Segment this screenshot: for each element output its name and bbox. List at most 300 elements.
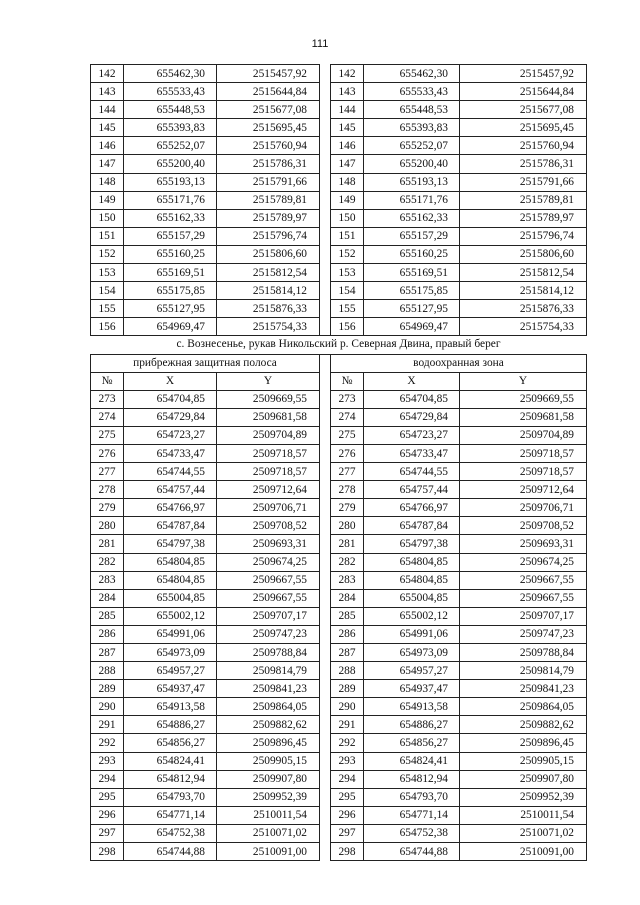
point-number-left: 295: [91, 788, 124, 806]
x-coordinate-left: 655127,95: [124, 300, 217, 318]
y-coordinate-right: 2509747,23: [460, 625, 587, 643]
point-number-left: 298: [91, 843, 124, 861]
section-title-left: с. Вознесенье, рукав Никольский: [176, 338, 340, 351]
column-gap: [320, 318, 331, 336]
section-header: [91, 336, 587, 390]
y-coordinate-right: 2509952,39: [460, 788, 587, 806]
y-coordinate-right: 2515786,31: [460, 155, 587, 173]
y-coordinate-left: 2509708,52: [217, 517, 320, 535]
y-coordinate-left: 2509788,84: [217, 644, 320, 662]
point-number-right: 297: [331, 824, 364, 842]
point-number-left: 273: [91, 390, 124, 408]
y-coordinate-left: 2509667,55: [217, 571, 320, 589]
x-coordinate-right: 654744,88: [364, 843, 460, 861]
x-coordinate-right: 654969,47: [364, 318, 460, 336]
y-coordinate-left: 2515754,33: [217, 318, 320, 336]
col-header-x-left: X: [124, 372, 217, 390]
x-coordinate-left: 655169,51: [124, 264, 217, 282]
y-coordinate-right: 2509667,55: [460, 571, 587, 589]
x-coordinate-right: 654957,27: [364, 662, 460, 680]
point-number-right: 294: [331, 770, 364, 788]
x-coordinate-right: 654804,85: [364, 553, 460, 571]
column-gap: [320, 553, 331, 571]
x-coordinate-right: 654744,55: [364, 463, 460, 481]
point-number-left: 296: [91, 806, 124, 824]
x-coordinate-right: 654729,84: [364, 408, 460, 426]
x-coordinate-left: 654804,85: [124, 553, 217, 571]
point-number-left: 285: [91, 607, 124, 625]
y-coordinate-left: 2509907,80: [217, 770, 320, 788]
point-number-left: 294: [91, 770, 124, 788]
y-coordinate-left: 2515789,81: [217, 191, 320, 209]
point-number-left: 153: [91, 264, 124, 282]
x-coordinate-left: 654824,41: [124, 752, 217, 770]
y-coordinate-left: 2515760,94: [217, 137, 320, 155]
x-coordinate-left: 654771,14: [124, 806, 217, 824]
x-coordinate-right: 655462,30: [364, 65, 460, 83]
y-coordinate-left: 2509706,71: [217, 499, 320, 517]
point-number-right: 145: [331, 119, 364, 137]
point-number-left: 154: [91, 282, 124, 300]
y-coordinate-left: 2509952,39: [217, 788, 320, 806]
block1-body: [91, 65, 587, 336]
column-gap: [320, 354, 331, 372]
point-number-left: 155: [91, 300, 124, 318]
point-number-right: 281: [331, 535, 364, 553]
column-gap: [320, 245, 331, 263]
x-coordinate-left: 655200,40: [124, 155, 217, 173]
x-coordinate-right: 654991,06: [364, 625, 460, 643]
point-number-left: 156: [91, 318, 124, 336]
x-coordinate-right: 655002,12: [364, 607, 460, 625]
y-coordinate-left: 2515677,08: [217, 101, 320, 119]
x-coordinate-left: 655175,85: [124, 282, 217, 300]
x-coordinate-left: 654937,47: [124, 680, 217, 698]
y-coordinate-right: 2509788,84: [460, 644, 587, 662]
table-row: [91, 318, 587, 336]
point-number-right: 150: [331, 209, 364, 227]
x-coordinate-left: 654957,27: [124, 662, 217, 680]
y-coordinate-right: 2509718,57: [460, 463, 587, 481]
x-coordinate-left: 655162,33: [124, 209, 217, 227]
y-coordinate-right: 2515760,94: [460, 137, 587, 155]
point-number-right: 143: [331, 83, 364, 101]
point-number-right: 153: [331, 264, 364, 282]
column-gap: [320, 499, 331, 517]
point-number-left: 274: [91, 408, 124, 426]
y-coordinate-left: 2509718,57: [217, 444, 320, 462]
x-coordinate-left: 655393,83: [124, 119, 217, 137]
point-number-left: 293: [91, 752, 124, 770]
table-row: [91, 843, 587, 861]
point-number-left: 143: [91, 83, 124, 101]
x-coordinate-right: 654733,47: [364, 444, 460, 462]
section-title-cell: [91, 336, 587, 354]
point-number-right: 289: [331, 680, 364, 698]
y-coordinate-left: 2509747,23: [217, 625, 320, 643]
table-row: [91, 264, 587, 282]
x-coordinate-right: 654824,41: [364, 752, 460, 770]
x-coordinate-left: 654793,70: [124, 788, 217, 806]
point-number-left: 275: [91, 426, 124, 444]
x-coordinate-right: 654793,70: [364, 788, 460, 806]
col-header-x-right: X: [364, 372, 460, 390]
y-coordinate-left: 2509707,17: [217, 607, 320, 625]
y-coordinate-right: 2509674,25: [460, 553, 587, 571]
y-coordinate-left: 2515796,74: [217, 227, 320, 245]
table-row: [91, 698, 587, 716]
x-coordinate-right: 655169,51: [364, 264, 460, 282]
y-coordinate-right: 2509706,71: [460, 499, 587, 517]
column-gap: [320, 65, 331, 83]
y-coordinate-left: 2515786,31: [217, 155, 320, 173]
table-row: [91, 589, 587, 607]
point-number-right: 293: [331, 752, 364, 770]
column-gap: [320, 644, 331, 662]
x-coordinate-right: 655175,85: [364, 282, 460, 300]
x-coordinate-left: 654969,47: [124, 318, 217, 336]
column-gap: [320, 607, 331, 625]
x-coordinate-left: 655193,13: [124, 173, 217, 191]
point-number-right: 142: [331, 65, 364, 83]
column-gap: [320, 517, 331, 535]
point-number-left: 280: [91, 517, 124, 535]
point-number-left: 152: [91, 245, 124, 263]
x-coordinate-left: 654704,85: [124, 390, 217, 408]
x-coordinate-left: 655448,53: [124, 101, 217, 119]
column-gap: [320, 83, 331, 101]
y-coordinate-right: 2515796,74: [460, 227, 587, 245]
table-row: [91, 535, 587, 553]
x-coordinate-left: 654757,44: [124, 481, 217, 499]
point-number-left: 297: [91, 824, 124, 842]
point-number-right: 286: [331, 625, 364, 643]
point-number-left: 279: [91, 499, 124, 517]
x-coordinate-right: 655393,83: [364, 119, 460, 137]
y-coordinate-right: 2515791,66: [460, 173, 587, 191]
y-coordinate-right: 2515789,81: [460, 191, 587, 209]
table-row: [91, 101, 587, 119]
y-coordinate-right: 2515677,08: [460, 101, 587, 119]
x-coordinate-left: 655004,85: [124, 589, 217, 607]
y-coordinate-left: 2509712,64: [217, 481, 320, 499]
point-number-right: 151: [331, 227, 364, 245]
x-coordinate-right: 655004,85: [364, 589, 460, 607]
column-gap: [320, 372, 331, 390]
table-row: [91, 408, 587, 426]
coordinates-tables: [90, 64, 586, 861]
x-coordinate-left: 654913,58: [124, 698, 217, 716]
table-row: [91, 607, 587, 625]
table-row: [91, 824, 587, 842]
column-gap: [320, 173, 331, 191]
table-row: [91, 481, 587, 499]
y-coordinate-right: 2515457,92: [460, 65, 587, 83]
column-gap: [320, 390, 331, 408]
point-number-right: 295: [331, 788, 364, 806]
table-row: [91, 119, 587, 137]
x-coordinate-left: 654797,38: [124, 535, 217, 553]
x-coordinate-right: 655162,33: [364, 209, 460, 227]
y-coordinate-right: 2515754,33: [460, 318, 587, 336]
x-coordinate-right: 655171,76: [364, 191, 460, 209]
column-gap: [320, 191, 331, 209]
x-coordinate-left: 655157,29: [124, 227, 217, 245]
point-number-left: 150: [91, 209, 124, 227]
y-coordinate-left: 2509814,79: [217, 662, 320, 680]
table-row: [91, 625, 587, 643]
y-coordinate-right: 2509681,58: [460, 408, 587, 426]
y-coordinate-left: 2515695,45: [217, 119, 320, 137]
x-coordinate-right: 654771,14: [364, 806, 460, 824]
y-coordinate-left: 2509674,25: [217, 553, 320, 571]
point-number-right: 156: [331, 318, 364, 336]
y-coordinate-right: 2515814,12: [460, 282, 587, 300]
point-number-right: 144: [331, 101, 364, 119]
x-coordinate-right: 654723,27: [364, 426, 460, 444]
table-row: [91, 517, 587, 535]
block2-body: [91, 390, 587, 860]
col-header-num-left: №: [91, 372, 124, 390]
column-gap: [320, 734, 331, 752]
table-row: [91, 788, 587, 806]
y-coordinate-left: 2510011,54: [217, 806, 320, 824]
y-coordinate-right: 2509712,64: [460, 481, 587, 499]
table-row: [91, 752, 587, 770]
point-number-right: 283: [331, 571, 364, 589]
column-gap: [320, 300, 331, 318]
x-coordinate-left: 654856,27: [124, 734, 217, 752]
x-coordinate-left: 655002,12: [124, 607, 217, 625]
y-coordinate-left: 2509704,89: [217, 426, 320, 444]
y-coordinate-right: 2515789,97: [460, 209, 587, 227]
column-gap: [320, 227, 331, 245]
point-number-left: 148: [91, 173, 124, 191]
x-coordinate-right: 655193,13: [364, 173, 460, 191]
table-row: [91, 444, 587, 462]
table-row: [91, 282, 587, 300]
x-coordinate-left: 654973,09: [124, 644, 217, 662]
point-number-left: 147: [91, 155, 124, 173]
x-coordinate-right: 655157,29: [364, 227, 460, 245]
column-gap: [320, 843, 331, 861]
y-coordinate-right: 2509907,80: [460, 770, 587, 788]
y-coordinate-left: 2509882,62: [217, 716, 320, 734]
y-coordinate-right: 2509718,57: [460, 444, 587, 462]
x-coordinate-right: 654856,27: [364, 734, 460, 752]
table-row: [91, 463, 587, 481]
column-gap: [320, 119, 331, 137]
y-coordinate-left: 2509681,58: [217, 408, 320, 426]
point-number-right: 290: [331, 698, 364, 716]
point-number-left: 142: [91, 65, 124, 83]
y-coordinate-left: 2509669,55: [217, 390, 320, 408]
point-number-left: 278: [91, 481, 124, 499]
x-coordinate-left: 654991,06: [124, 625, 217, 643]
point-number-right: 277: [331, 463, 364, 481]
y-coordinate-right: 2509864,05: [460, 698, 587, 716]
column-gap: [320, 806, 331, 824]
x-coordinate-left: 654752,38: [124, 824, 217, 842]
column-gap: [320, 282, 331, 300]
point-number-left: 282: [91, 553, 124, 571]
y-coordinate-left: 2509864,05: [217, 698, 320, 716]
y-coordinate-right: 2509896,45: [460, 734, 587, 752]
point-number-right: 146: [331, 137, 364, 155]
table-row: [91, 65, 587, 83]
table-row: [91, 155, 587, 173]
coordinates-table: [90, 64, 587, 861]
x-coordinate-right: 655127,95: [364, 300, 460, 318]
point-number-left: 145: [91, 119, 124, 137]
y-coordinate-right: 2510011,54: [460, 806, 587, 824]
y-coordinate-left: 2509693,31: [217, 535, 320, 553]
column-gap: [320, 535, 331, 553]
page-number: 111: [311, 38, 329, 50]
point-number-left: 277: [91, 463, 124, 481]
col-header-num-right: №: [331, 372, 364, 390]
table-row: [91, 426, 587, 444]
column-gap: [320, 571, 331, 589]
x-coordinate-left: 654766,97: [124, 499, 217, 517]
y-coordinate-left: 2515814,12: [217, 282, 320, 300]
x-coordinate-right: 655252,07: [364, 137, 460, 155]
y-coordinate-left: 2509841,23: [217, 680, 320, 698]
left-zone-label: прибрежная защитная полоса: [91, 354, 320, 372]
x-coordinate-right: 655160,25: [364, 245, 460, 263]
y-coordinate-right: 2509669,55: [460, 390, 587, 408]
point-number-right: 154: [331, 282, 364, 300]
point-number-right: 152: [331, 245, 364, 263]
x-coordinate-right: 654766,97: [364, 499, 460, 517]
x-coordinate-left: 654886,27: [124, 716, 217, 734]
table-row: [91, 734, 587, 752]
y-coordinate-left: 2515789,97: [217, 209, 320, 227]
point-number-left: 287: [91, 644, 124, 662]
table-row: [91, 191, 587, 209]
point-number-right: 278: [331, 481, 364, 499]
column-gap: [320, 209, 331, 227]
point-number-right: 282: [331, 553, 364, 571]
x-coordinate-right: 654704,85: [364, 390, 460, 408]
x-coordinate-left: 655252,07: [124, 137, 217, 155]
point-number-left: 291: [91, 716, 124, 734]
point-number-right: 274: [331, 408, 364, 426]
point-number-left: 276: [91, 444, 124, 462]
table-row: [91, 770, 587, 788]
point-number-right: 291: [331, 716, 364, 734]
table-row: [91, 680, 587, 698]
y-coordinate-right: 2509708,52: [460, 517, 587, 535]
y-coordinate-left: 2515457,92: [217, 65, 320, 83]
column-gap: [320, 625, 331, 643]
column-gap: [320, 824, 331, 842]
y-coordinate-left: 2515644,84: [217, 83, 320, 101]
y-coordinate-right: 2509814,79: [460, 662, 587, 680]
point-number-right: 284: [331, 589, 364, 607]
y-coordinate-left: 2510091,00: [217, 843, 320, 861]
point-number-left: 290: [91, 698, 124, 716]
point-number-right: 276: [331, 444, 364, 462]
y-coordinate-right: 2510071,02: [460, 824, 587, 842]
point-number-left: 149: [91, 191, 124, 209]
table-row: [91, 716, 587, 734]
point-number-left: 283: [91, 571, 124, 589]
y-coordinate-right: 2509905,15: [460, 752, 587, 770]
x-coordinate-right: 655200,40: [364, 155, 460, 173]
y-coordinate-left: 2515791,66: [217, 173, 320, 191]
point-number-left: 284: [91, 589, 124, 607]
y-coordinate-right: 2509667,55: [460, 589, 587, 607]
y-coordinate-right: 2515806,60: [460, 245, 587, 263]
x-coordinate-left: 654804,85: [124, 571, 217, 589]
column-gap: [320, 716, 331, 734]
table-row: [91, 571, 587, 589]
point-number-right: 298: [331, 843, 364, 861]
x-coordinate-right: 655448,53: [364, 101, 460, 119]
table-row: [91, 806, 587, 824]
column-gap: [320, 788, 331, 806]
point-number-left: 286: [91, 625, 124, 643]
y-coordinate-left: 2515812,54: [217, 264, 320, 282]
point-number-left: 151: [91, 227, 124, 245]
x-coordinate-left: 654812,94: [124, 770, 217, 788]
point-number-right: 285: [331, 607, 364, 625]
x-coordinate-left: 655160,25: [124, 245, 217, 263]
section-title-right: р. Северная Двина, правый берег: [339, 338, 501, 351]
y-coordinate-right: 2515644,84: [460, 83, 587, 101]
column-gap: [320, 155, 331, 173]
x-coordinate-left: 654729,84: [124, 408, 217, 426]
column-gap: [320, 481, 331, 499]
point-number-right: 292: [331, 734, 364, 752]
point-number-right: 288: [331, 662, 364, 680]
col-header-y-left: Y: [217, 372, 320, 390]
point-number-left: 292: [91, 734, 124, 752]
column-gap: [320, 101, 331, 119]
table-row: [91, 173, 587, 191]
table-row: [91, 499, 587, 517]
point-number-right: 148: [331, 173, 364, 191]
x-coordinate-right: 655533,43: [364, 83, 460, 101]
column-gap: [320, 770, 331, 788]
table-row: [91, 662, 587, 680]
point-number-left: 289: [91, 680, 124, 698]
y-coordinate-right: 2515695,45: [460, 119, 587, 137]
table-row: [91, 390, 587, 408]
y-coordinate-right: 2509704,89: [460, 426, 587, 444]
x-coordinate-right: 654804,85: [364, 571, 460, 589]
point-number-left: 144: [91, 101, 124, 119]
x-coordinate-right: 654752,38: [364, 824, 460, 842]
y-coordinate-right: 2510091,00: [460, 843, 587, 861]
table-row: [91, 300, 587, 318]
x-coordinate-right: 654913,58: [364, 698, 460, 716]
y-coordinate-left: 2509667,55: [217, 589, 320, 607]
column-gap: [320, 463, 331, 481]
column-gap: [320, 426, 331, 444]
y-coordinate-right: 2509707,17: [460, 607, 587, 625]
col-header-y-right: Y: [460, 372, 587, 390]
point-number-right: 275: [331, 426, 364, 444]
column-gap: [320, 589, 331, 607]
point-number-right: 147: [331, 155, 364, 173]
x-coordinate-right: 654937,47: [364, 680, 460, 698]
column-gap: [320, 137, 331, 155]
x-coordinate-left: 655533,43: [124, 83, 217, 101]
column-gap: [320, 752, 331, 770]
column-gap: [320, 444, 331, 462]
